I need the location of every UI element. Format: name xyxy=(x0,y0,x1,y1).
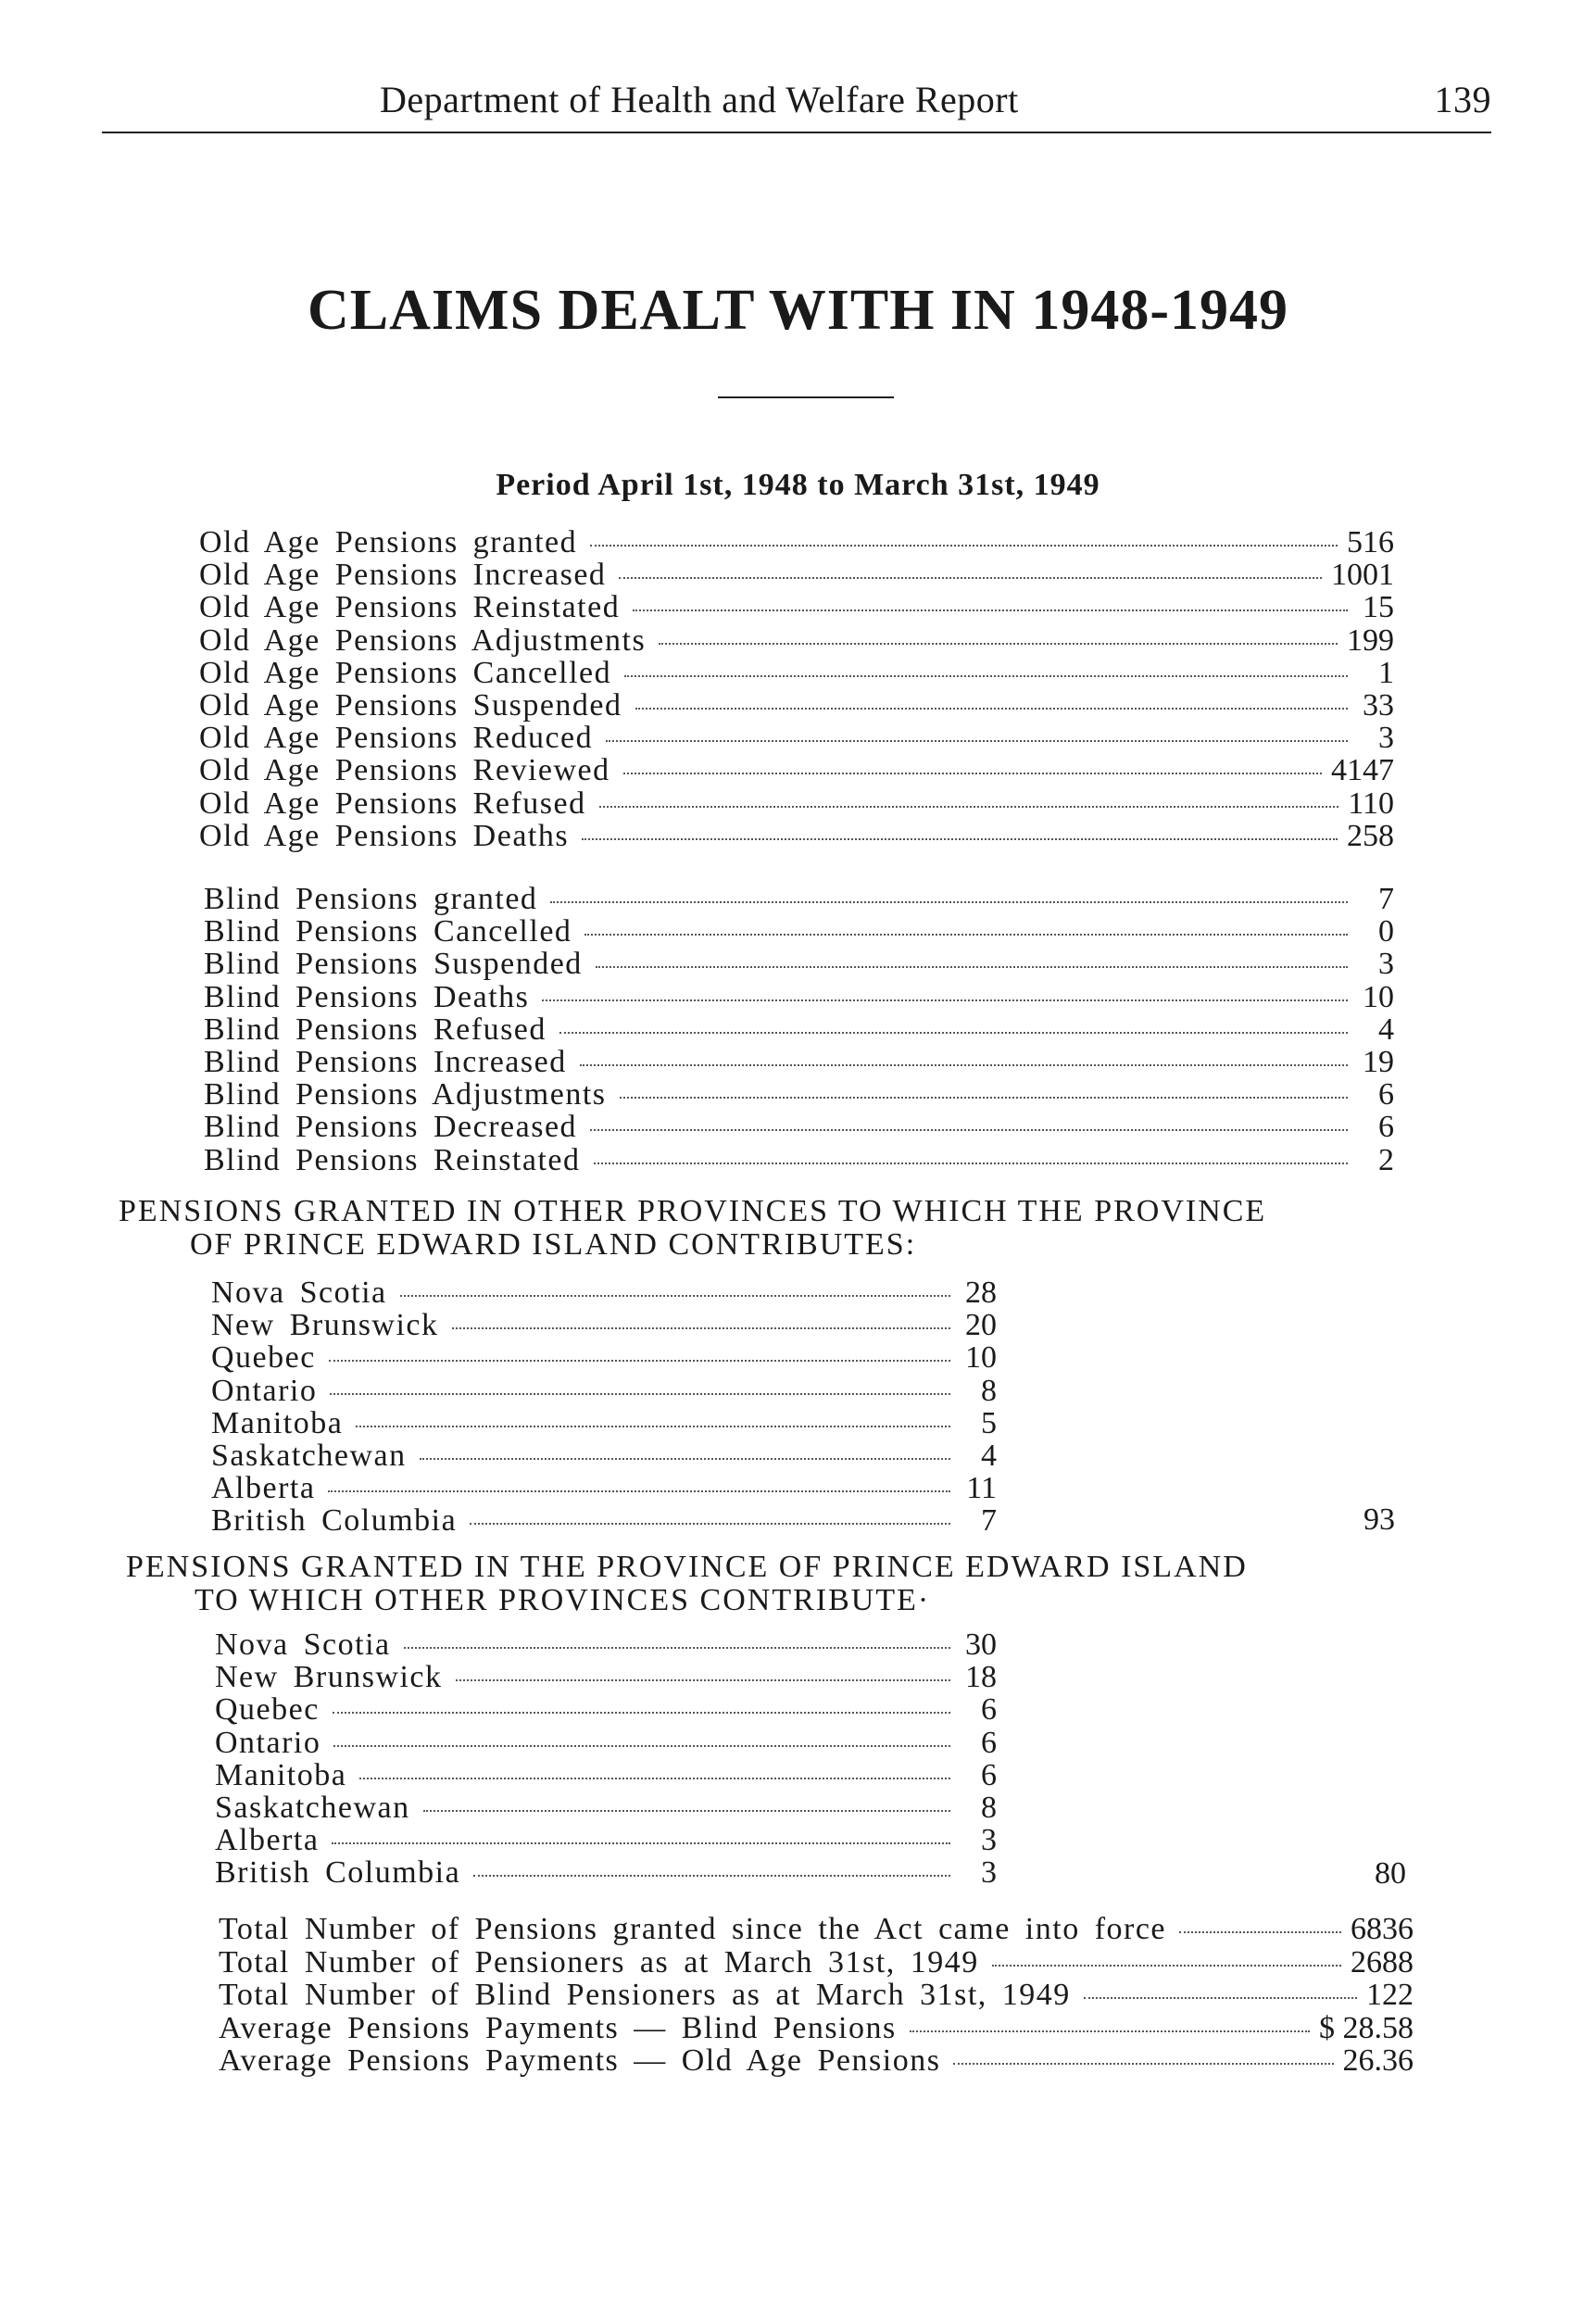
list-item xyxy=(219,1946,1414,1980)
item-label: Blind Pensions Reinstated xyxy=(204,1142,581,1177)
province-value: 6 xyxy=(981,1692,997,1728)
dot-leader xyxy=(599,806,1339,808)
item-value: 1001 xyxy=(1331,558,1394,593)
total-label: Total Number of Blind Pensioners as at March 31st, 1949 xyxy=(219,1978,1071,2012)
dot-leader xyxy=(624,675,1348,677)
item-value: 4147 xyxy=(1331,753,1394,788)
province-label: Ontario xyxy=(215,1725,321,1760)
item-value: 110 xyxy=(1348,786,1394,821)
dot-leader xyxy=(992,1965,1341,1967)
list-item xyxy=(215,1628,997,1661)
province-value: 18 xyxy=(965,1660,997,1695)
list-item xyxy=(215,1661,997,1693)
province-value: 8 xyxy=(981,1373,997,1408)
item-label: Old Age Pensions Adjustments xyxy=(199,622,647,658)
total-value: 122 xyxy=(1366,1978,1414,2012)
item-label: Blind Pensions Increased xyxy=(204,1044,567,1079)
dot-leader xyxy=(590,1129,1348,1131)
list-item xyxy=(204,1111,1394,1143)
item-label: Old Age Pensions Increased xyxy=(199,558,607,593)
dot-leader xyxy=(559,1032,1348,1034)
dot-leader xyxy=(910,2030,1310,2032)
header-rule xyxy=(102,132,1491,133)
item-label: Old Age Pensions Suspended xyxy=(199,687,622,723)
list-item xyxy=(204,1013,1394,1046)
list-item xyxy=(219,2044,1414,2078)
dot-leader xyxy=(619,577,1322,579)
dot-leader xyxy=(542,999,1348,1001)
running-header-title: Department of Health and Welfare Report xyxy=(380,79,1019,120)
item-label: Blind Pensions Decreased xyxy=(204,1110,578,1145)
pei-section-heading-continued: TO WHICH OTHER PROVINCES CONTRIBUTE· xyxy=(195,1583,931,1617)
item-label: Old Age Pensions Reinstated xyxy=(199,590,621,625)
item-value: 3 xyxy=(1378,947,1394,982)
blind-pensions-list xyxy=(204,883,1394,1176)
item-label: Old Age Pensions Cancelled xyxy=(199,655,612,690)
dot-leader xyxy=(659,643,1338,645)
list-item xyxy=(204,883,1394,915)
other-provinces-heading: PENSIONS GRANTED IN OTHER PROVINCES TO WHICH THE PROVINCE xyxy=(119,1194,1267,1228)
dot-leader xyxy=(330,1393,950,1395)
dot-leader xyxy=(953,2063,1333,2065)
dot-leader xyxy=(1179,1931,1341,1933)
item-value: 10 xyxy=(1363,979,1394,1014)
item-value: 15 xyxy=(1363,590,1394,625)
province-label: Alberta xyxy=(215,1823,320,1858)
dot-leader xyxy=(332,1842,950,1844)
item-value: 19 xyxy=(1363,1044,1394,1079)
dot-leader xyxy=(594,1163,1349,1164)
province-label: Nova Scotia xyxy=(211,1276,387,1310)
province-label: New Brunswick xyxy=(215,1660,443,1695)
province-label: British Columbia xyxy=(211,1503,458,1539)
list-item xyxy=(211,1504,997,1537)
list-item xyxy=(199,754,1394,786)
list-item xyxy=(204,915,1394,948)
item-value: 516 xyxy=(1347,525,1394,559)
province-value: 3 xyxy=(981,1823,997,1858)
item-label: Blind Pensions Cancelled xyxy=(204,914,572,949)
dot-leader xyxy=(596,966,1348,968)
list-item xyxy=(199,820,1394,852)
item-value: 7 xyxy=(1378,882,1394,916)
list-item xyxy=(199,689,1394,722)
dot-leader xyxy=(606,740,1348,742)
title-rule xyxy=(718,396,894,398)
dot-leader xyxy=(550,901,1348,903)
list-item xyxy=(215,1759,997,1791)
province-label: Nova Scotia xyxy=(215,1628,391,1662)
list-item xyxy=(199,722,1394,754)
list-item xyxy=(215,1693,997,1726)
list-item xyxy=(211,1375,997,1407)
dot-leader xyxy=(423,1810,950,1812)
item-label: Blind Pensions Deaths xyxy=(204,979,530,1014)
province-label: Manitoba xyxy=(211,1405,344,1440)
list-item xyxy=(211,1407,997,1439)
dot-leader xyxy=(584,934,1348,936)
page-number: 139 xyxy=(1434,79,1491,120)
dot-leader xyxy=(582,838,1338,840)
item-value: 4 xyxy=(1378,1012,1394,1047)
province-label: Quebec xyxy=(215,1692,320,1728)
total-label: Total Number of Pensioners as at March 31st, 1949 xyxy=(219,1944,979,1980)
dot-leader xyxy=(470,1523,950,1525)
item-value: 2 xyxy=(1378,1142,1394,1177)
province-value: 5 xyxy=(981,1405,997,1440)
list-item xyxy=(219,1913,1414,1946)
list-item xyxy=(211,1439,997,1472)
total-value: $ 28.58 xyxy=(1319,2010,1414,2045)
dot-leader xyxy=(404,1647,950,1649)
province-value: 10 xyxy=(965,1340,997,1376)
page-title: CLAIMS DEALT WITH IN 1948-1949 xyxy=(308,279,1288,342)
dot-leader xyxy=(333,1712,950,1714)
pei-section-total: 80 xyxy=(1375,1856,1406,1891)
province-label: New Brunswick xyxy=(211,1308,439,1343)
province-label: British Columbia xyxy=(215,1855,461,1891)
list-item xyxy=(215,1791,997,1824)
item-label: Blind Pensions Suspended xyxy=(204,947,583,982)
total-value: 6836 xyxy=(1351,1912,1414,1946)
list-item xyxy=(199,624,1394,657)
item-value: 199 xyxy=(1347,622,1394,658)
list-item xyxy=(219,2012,1414,2045)
total-label: Total Number of Pensions granted since the Act came into force xyxy=(219,1912,1167,1946)
dot-leader xyxy=(620,1097,1349,1099)
total-label: Average Pensions Payments — Old Age Pensions xyxy=(219,2043,941,2078)
list-item xyxy=(215,1727,997,1759)
item-value: 258 xyxy=(1347,818,1394,853)
item-label: Blind Pensions Adjustments xyxy=(204,1077,607,1112)
province-label: Saskatchewan xyxy=(215,1790,410,1825)
item-label: Old Age Pensions Reviewed xyxy=(199,753,610,788)
total-value: 2688 xyxy=(1351,1944,1414,1980)
list-item xyxy=(211,1341,997,1374)
dot-leader xyxy=(420,1458,950,1460)
dot-leader xyxy=(356,1426,950,1427)
list-item xyxy=(215,1856,997,1889)
dot-leader xyxy=(333,1745,950,1747)
province-value: 28 xyxy=(965,1276,997,1310)
item-label: Old Age Pensions granted xyxy=(199,525,578,559)
list-item xyxy=(199,657,1394,689)
pei-provinces-list xyxy=(215,1628,997,1890)
province-label: Ontario xyxy=(211,1373,318,1408)
province-value: 6 xyxy=(981,1725,997,1760)
dot-leader xyxy=(452,1327,950,1329)
item-label: Old Age Pensions Refused xyxy=(199,786,586,821)
province-value: 20 xyxy=(965,1308,997,1343)
running-header xyxy=(102,78,1491,126)
dot-leader xyxy=(590,545,1338,547)
list-item xyxy=(199,591,1394,623)
province-value: 4 xyxy=(981,1438,997,1473)
province-value: 7 xyxy=(981,1503,997,1539)
item-value: 6 xyxy=(1378,1077,1394,1112)
other-provinces-list xyxy=(211,1276,997,1538)
province-value: 8 xyxy=(981,1790,997,1825)
province-label: Manitoba xyxy=(215,1757,347,1792)
province-value: 11 xyxy=(966,1471,997,1506)
item-label: Old Age Pensions Deaths xyxy=(199,818,570,853)
item-value: 1 xyxy=(1378,655,1394,690)
list-item xyxy=(204,1046,1394,1078)
list-item xyxy=(204,948,1394,980)
item-value: 33 xyxy=(1363,687,1394,723)
list-item xyxy=(211,1472,997,1504)
province-label: Saskatchewan xyxy=(211,1438,407,1473)
list-item xyxy=(219,1979,1414,2012)
list-item xyxy=(199,526,1394,559)
item-value: 0 xyxy=(1378,914,1394,949)
list-item xyxy=(199,559,1394,591)
list-item xyxy=(215,1824,997,1856)
dot-leader xyxy=(580,1064,1348,1066)
province-label: Quebec xyxy=(211,1340,316,1376)
dot-leader xyxy=(456,1679,950,1681)
dot-leader xyxy=(400,1295,950,1297)
dot-leader xyxy=(623,773,1322,774)
item-label: Blind Pensions granted xyxy=(204,882,538,916)
total-value: 26.36 xyxy=(1342,2043,1414,2078)
total-label: Average Pensions Payments — Blind Pensions xyxy=(219,2010,897,2045)
list-item xyxy=(204,1144,1394,1176)
summary-totals-list xyxy=(219,1913,1414,2078)
list-item xyxy=(204,981,1394,1013)
other-provinces-heading-continued: OF PRINCE EDWARD ISLAND CONTRIBUTES: xyxy=(190,1227,917,1262)
dot-leader xyxy=(1084,1997,1357,1999)
province-value: 3 xyxy=(981,1855,997,1891)
province-value: 30 xyxy=(965,1628,997,1662)
period-subtitle: Period April 1st, 1948 to March 31st, 1949 xyxy=(496,468,1100,502)
list-item xyxy=(199,787,1394,820)
item-label: Blind Pensions Refused xyxy=(204,1012,547,1047)
other-provinces-total: 93 xyxy=(1364,1502,1395,1537)
old-age-pensions-list xyxy=(199,526,1394,852)
dot-leader xyxy=(473,1875,950,1877)
province-label: Alberta xyxy=(211,1471,316,1506)
list-item xyxy=(211,1276,997,1309)
list-item xyxy=(204,1078,1394,1111)
dot-leader xyxy=(359,1778,950,1779)
list-item xyxy=(211,1309,997,1341)
province-value: 6 xyxy=(981,1757,997,1792)
pei-section-heading: PENSIONS GRANTED IN THE PROVINCE OF PRINCE EDWARD ISLAND xyxy=(126,1550,1248,1584)
item-value: 6 xyxy=(1378,1110,1394,1145)
dot-leader xyxy=(329,1360,950,1362)
dot-leader xyxy=(633,610,1348,611)
item-value: 3 xyxy=(1378,721,1394,756)
dot-leader xyxy=(635,708,1349,710)
item-label: Old Age Pensions Reduced xyxy=(199,721,594,756)
dot-leader xyxy=(328,1490,950,1492)
